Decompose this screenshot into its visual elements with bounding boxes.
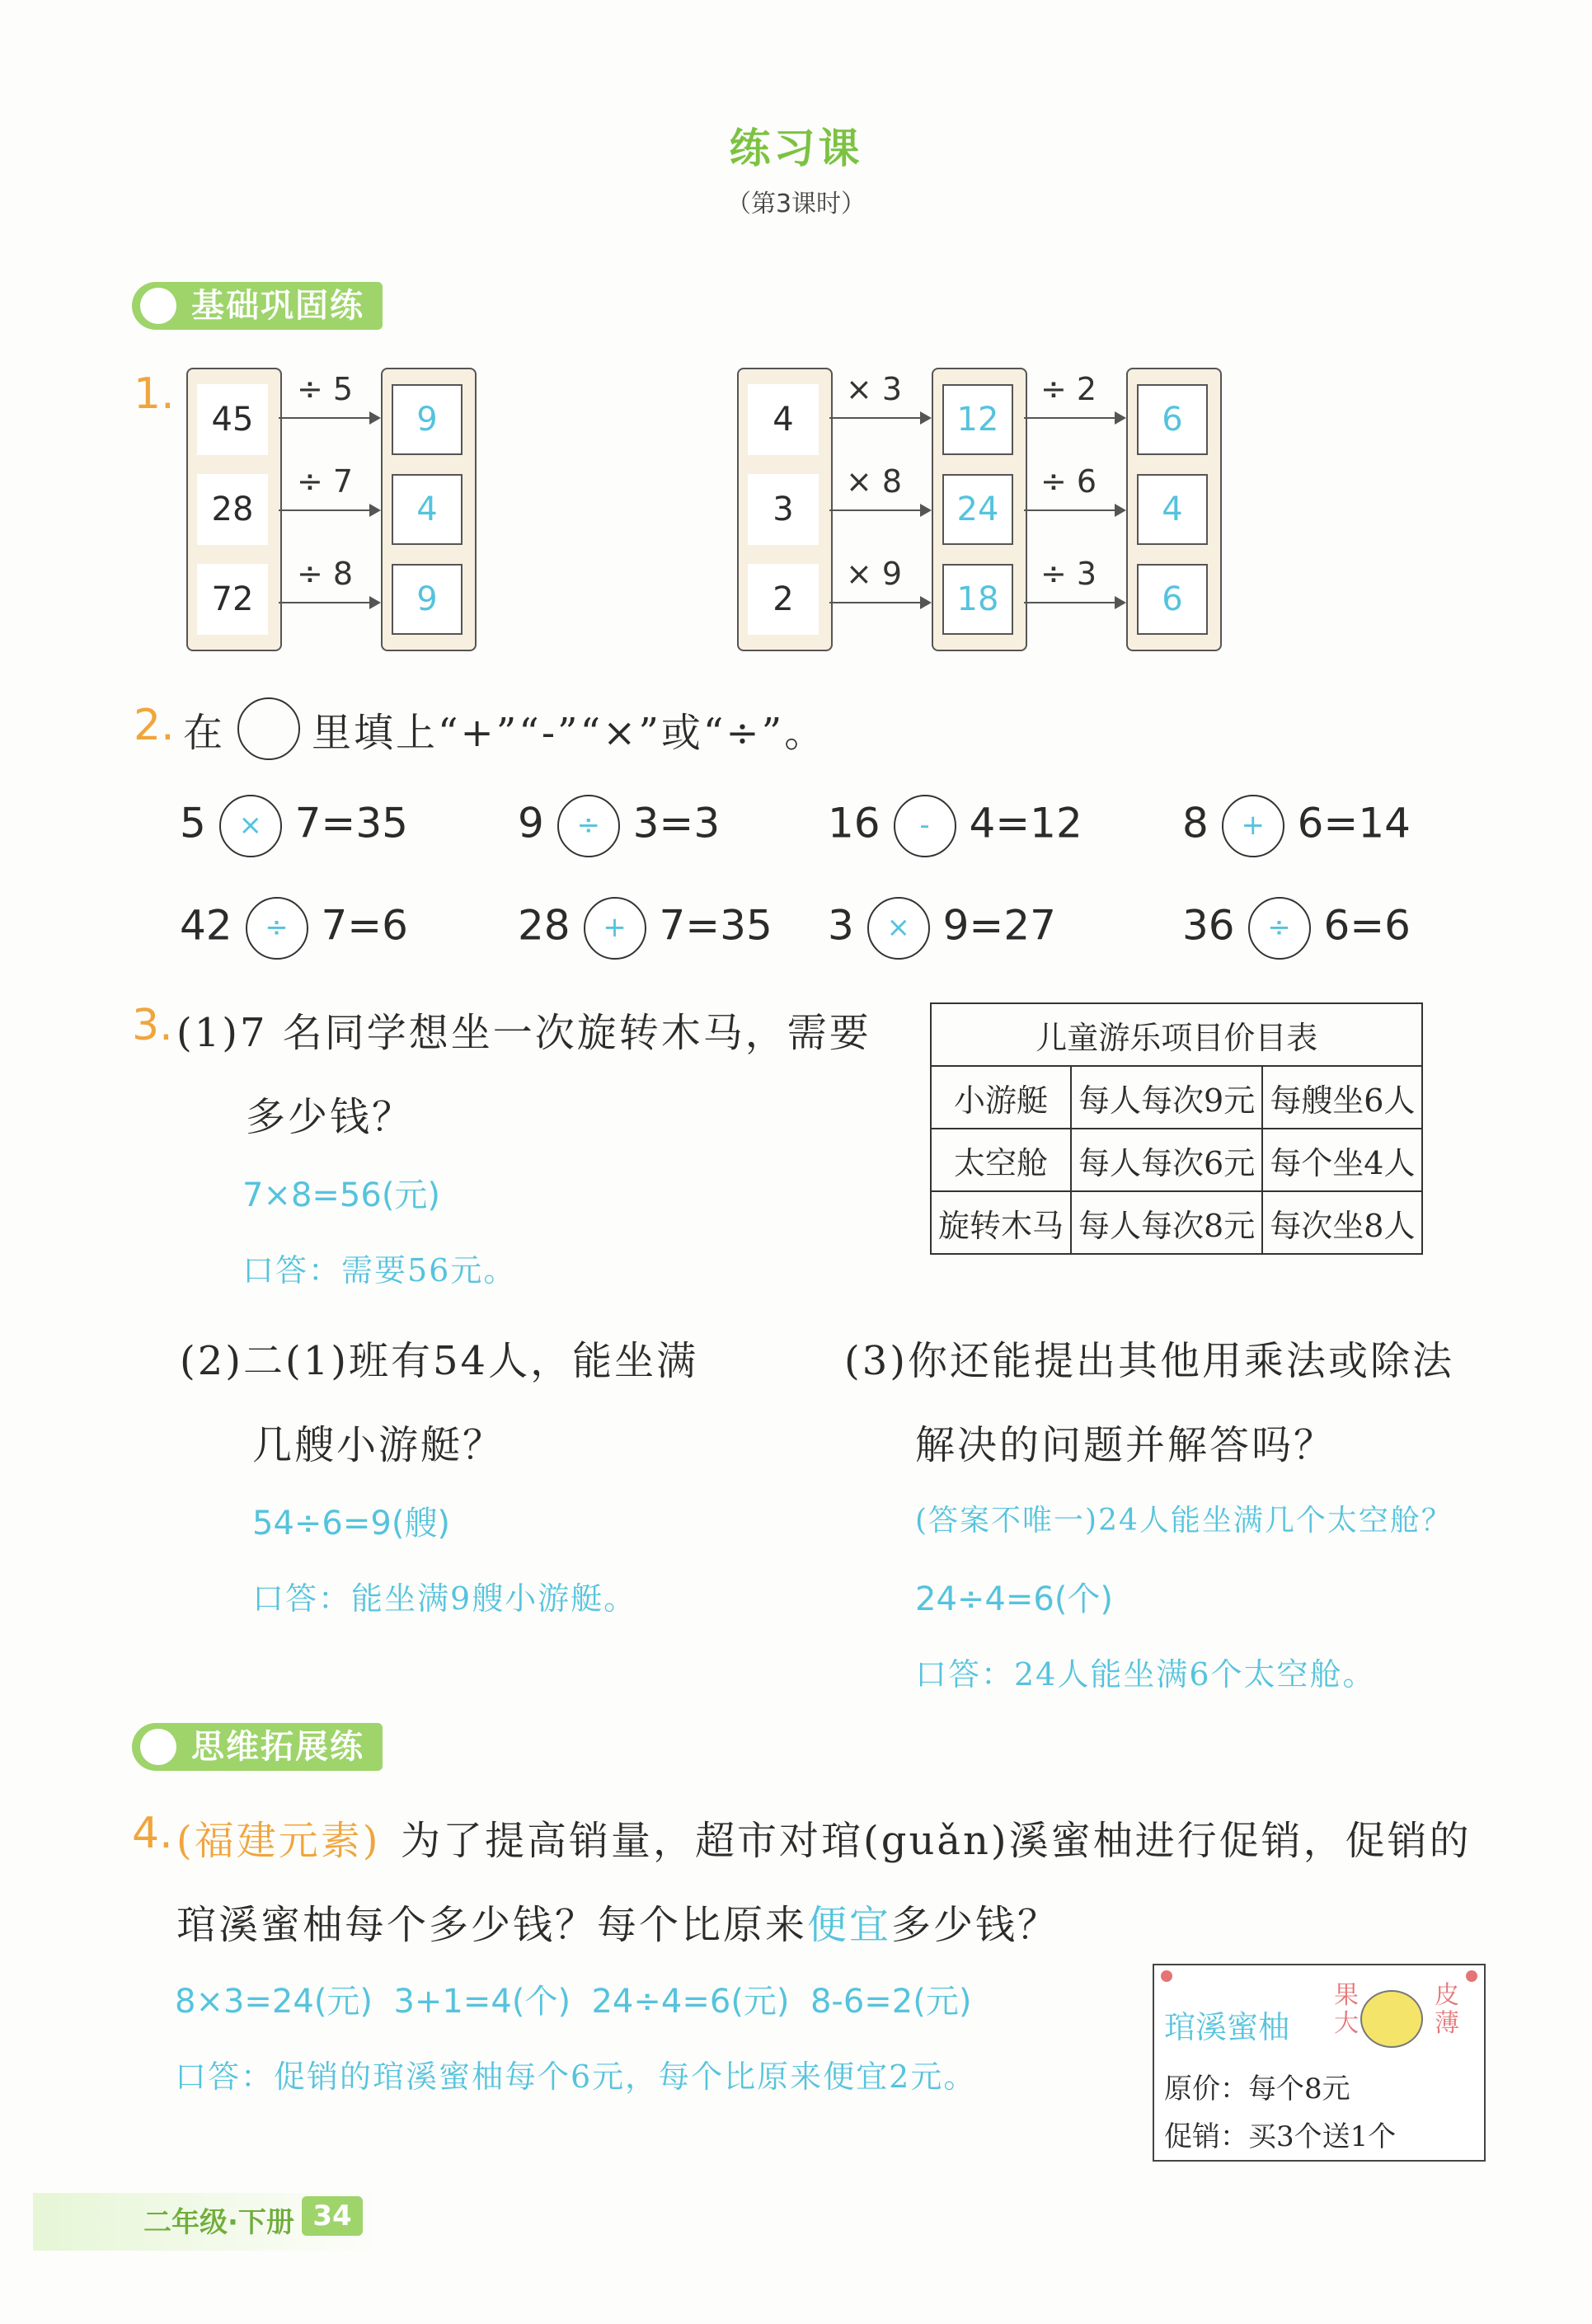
table-cell: 每人每次8元 (1071, 1191, 1262, 1254)
pin-icon (1466, 1970, 1477, 1982)
q3-part1-line1: (1)7 名同学想坐一次旋转木马，需要 (176, 1010, 871, 1056)
graduation-cap-icon (140, 1729, 176, 1765)
q3-part2-line2: 几艘小游艇？ (252, 1422, 505, 1468)
arrow (279, 417, 379, 419)
equation: 3 × 9=27 (828, 897, 1056, 960)
input-cell: 2 (748, 564, 819, 635)
equation: 8 + 6=14 (1182, 795, 1411, 857)
answer-box[interactable]: 4 (392, 474, 463, 545)
operator-circle[interactable]: ÷ (557, 795, 620, 857)
note-original-price: 原价：每个8元 (1164, 2073, 1350, 2106)
q3-part2-answer: 54÷6=9(艘) (252, 1505, 451, 1542)
highlight-word: 便宜 (807, 1902, 892, 1948)
answer-box[interactable]: 6 (1137, 564, 1208, 635)
answer-box[interactable]: 18 (942, 564, 1013, 635)
input-cell: 45 (197, 384, 268, 455)
operator-label: ÷ 3 (1040, 556, 1097, 592)
arrow (279, 509, 379, 511)
table-cell: 每个坐4人 (1262, 1129, 1422, 1191)
table-cell: 每艘坐6人 (1262, 1066, 1422, 1129)
table-cell: 旋转木马 (931, 1191, 1071, 1254)
arrow (829, 602, 930, 603)
input-cell: 28 (197, 474, 268, 545)
operator-circle[interactable]: ÷ (1248, 897, 1311, 960)
price-table-title: 儿童游乐项目价目表 (931, 1003, 1422, 1066)
equation: 5 × 7=35 (180, 795, 408, 857)
q4-line1: 为了提高销量，超市对琯(guǎn)溪蜜柚进行促销，促销的 (401, 1818, 1472, 1864)
answer-box[interactable]: 9 (392, 384, 463, 455)
q3-part1-oral-answer: 口答：需要56元。 (242, 1252, 517, 1289)
table-cell: 太空舱 (931, 1129, 1071, 1191)
section-badge-basic (132, 282, 383, 330)
operator-label: ÷ 7 (297, 463, 354, 500)
input-column (186, 368, 282, 651)
equation: 42 ÷ 7=6 (180, 897, 408, 960)
pin-icon (1161, 1970, 1172, 1982)
arrow (1024, 602, 1125, 603)
section-badge-extend (132, 1723, 383, 1771)
q4-oral-answer: 口答：促销的琯溪蜜柚每个6元，每个比原来便宜2元。 (175, 2059, 977, 2095)
input-cell: 3 (748, 474, 819, 545)
arrow (279, 602, 379, 603)
equation: 9 ÷ 3=3 (518, 795, 720, 857)
note-promotion: 促销：买3个送1个 (1164, 2120, 1397, 2153)
operator-circle[interactable]: + (584, 897, 646, 960)
q3-part3-oral-answer: 口答：24人能坐满6个太空舱。 (915, 1656, 1376, 1693)
q4-answer: 8×3=24(元) 3+1=4(个) 24÷4=6(元) 8-6=2(元) (175, 1983, 972, 2021)
answer-box[interactable]: 6 (1137, 384, 1208, 455)
table-cell: 每次坐8人 (1262, 1191, 1422, 1254)
arrow (1024, 417, 1125, 419)
section-label: 思维拓展练 (191, 1728, 364, 1766)
answer-box[interactable]: 4 (1137, 474, 1208, 545)
pencil-icon (140, 288, 176, 324)
equation: 16 - 4=12 (828, 795, 1082, 857)
operator-circle[interactable]: ÷ (246, 897, 308, 960)
answer-column (1126, 368, 1222, 651)
blank-circle-sample (237, 697, 300, 760)
note-title: 琯溪蜜柚 (1164, 2009, 1290, 2045)
answer-box[interactable]: 12 (942, 384, 1013, 455)
q3-part1-line2: 多少钱？ (246, 1094, 415, 1140)
operator-label: ÷ 2 (1040, 371, 1097, 407)
q4-region-tag: (福建元素) (176, 1818, 381, 1864)
page-number: 34 (302, 2196, 363, 2236)
lesson-subtitle: （第3课时） (726, 190, 866, 218)
operator-label: ÷ 6 (1040, 463, 1097, 500)
operator-label: × 3 (846, 371, 903, 407)
operator-label: ÷ 5 (297, 371, 354, 407)
grade-label: 二年级·下册 (143, 2206, 294, 2239)
price-table (930, 1002, 1423, 1255)
q2-prompt-a: 在 (183, 710, 226, 756)
middle-column (932, 368, 1027, 651)
operator-label: × 8 (846, 463, 903, 500)
input-cell: 4 (748, 384, 819, 455)
table-cell: 小游艇 (931, 1066, 1071, 1129)
table-cell: 每人每次6元 (1071, 1129, 1262, 1191)
q3-part3-answer: 24÷4=6(个) (915, 1580, 1114, 1618)
arrow (829, 417, 930, 419)
operator-label: ÷ 8 (297, 556, 354, 592)
arrow (1024, 509, 1125, 511)
input-column (737, 368, 833, 651)
section-label: 基础巩固练 (191, 287, 364, 325)
pomelo-icon (1360, 1990, 1423, 2048)
answer-column (381, 368, 477, 651)
answer-box[interactable]: 9 (392, 564, 463, 635)
q3-part1-answer: 7×8=56(元) (242, 1176, 441, 1214)
table-cell: 每人每次9元 (1071, 1066, 1262, 1129)
input-cell: 72 (197, 564, 268, 635)
operator-circle[interactable]: × (219, 795, 282, 857)
q3-part2-oral-answer: 口答：能坐满9艘小游艇。 (252, 1580, 637, 1617)
question-number-2: 2. (134, 701, 175, 750)
note-side-text: 果大 (1334, 1981, 1359, 2038)
operator-circle[interactable]: - (894, 795, 956, 857)
note-side-text: 皮薄 (1435, 1981, 1459, 2038)
q2-prompt-b: 里填上“+”“-”“×”或“÷”。 (312, 710, 827, 756)
question-number-4: 4. (132, 1809, 173, 1858)
q3-part2-line1: (2)二(1)班有54人，能坐满 (180, 1338, 699, 1384)
question-number-1: 1. (134, 369, 175, 419)
q4-line2: 琯溪蜜柚每个多少钱？每个比原来便宜多少钱？ (176, 1902, 1060, 1948)
answer-box[interactable]: 24 (942, 474, 1013, 545)
equation: 28 + 7=35 (518, 897, 773, 960)
equation: 36 ÷ 6=6 (1182, 897, 1411, 960)
q3-part3-line2: 解决的问题并解答吗？ (915, 1422, 1336, 1468)
question-number-3: 3. (132, 1001, 173, 1050)
promo-note (1153, 1964, 1486, 2162)
page-title: 练习课 (729, 124, 863, 172)
arrow (829, 509, 930, 511)
operator-circle[interactable]: + (1222, 795, 1284, 857)
q3-part3-line1: (3)你还能提出其他用乘法或除法 (844, 1338, 1454, 1384)
operator-circle[interactable]: × (867, 897, 930, 960)
operator-label: × 9 (846, 556, 903, 592)
q3-part3-question: (答案不唯一)24人能坐满几个太空舱？ (915, 1504, 1453, 1538)
